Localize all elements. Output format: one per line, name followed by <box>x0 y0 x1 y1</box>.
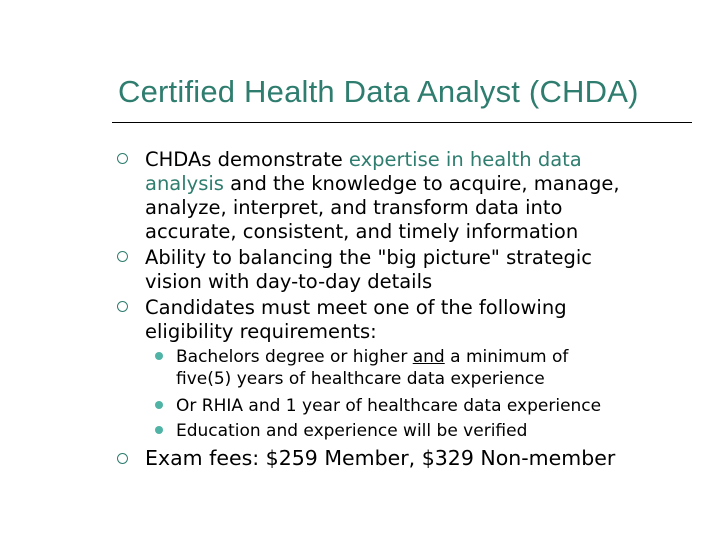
filled-dot-bullet-icon <box>155 401 163 409</box>
bullet-2-line-1: Ability to balancing the "big picture" strategic <box>145 246 593 269</box>
bullet-1-line-1 <box>145 148 582 172</box>
hollow-circle-bullet-icon <box>117 153 128 164</box>
slide-title: Certified Health Data Analyst (CHDA) <box>118 74 639 109</box>
bullet-1-line-3: analyze, interpret, and transform data into <box>145 196 563 219</box>
bullet-3-line-2: eligibility requirements: <box>145 320 377 343</box>
sub-item-1-post: a minimum of <box>444 347 569 367</box>
bullet-1-text-post: and the knowledge to acquire, manage, <box>223 172 620 195</box>
hollow-circle-bullet-icon <box>117 301 128 312</box>
bullet-2-line-2: vision with day-to-day details <box>145 270 433 293</box>
bullet-1-line-2 <box>145 172 620 196</box>
filled-dot-bullet-icon <box>155 426 163 434</box>
sub-item-2: Or RHIA and 1 year of healthcare data experience <box>176 396 602 416</box>
sub-item-1-pre: Bachelors degree or higher <box>176 347 413 367</box>
bullet-4-line-1: Exam fees: $259 Member, $329 Non-member <box>145 446 616 470</box>
hollow-circle-bullet-icon <box>117 453 128 464</box>
sub-item-1-line-2: five(5) years of healthcare data experience <box>176 369 545 389</box>
bullet-1-line-4: accurate, consistent, and timely information <box>145 220 579 243</box>
bullet-3-line-1: Candidates must meet one of the following <box>145 296 567 319</box>
title-divider <box>112 122 692 123</box>
bullet-1-highlight: expertise in health data <box>348 148 582 171</box>
sub-item-1-line-1 <box>176 346 568 368</box>
hollow-circle-bullet-icon <box>117 251 128 262</box>
sub-item-3: Education and experience will be verified <box>176 421 528 441</box>
filled-dot-bullet-icon <box>155 352 163 360</box>
bullet-1-text-pre: CHDAs demonstrate <box>145 148 349 171</box>
bullet-1-highlight-cont: analysis <box>145 172 224 195</box>
sub-item-1-emphasis: and <box>412 347 445 367</box>
